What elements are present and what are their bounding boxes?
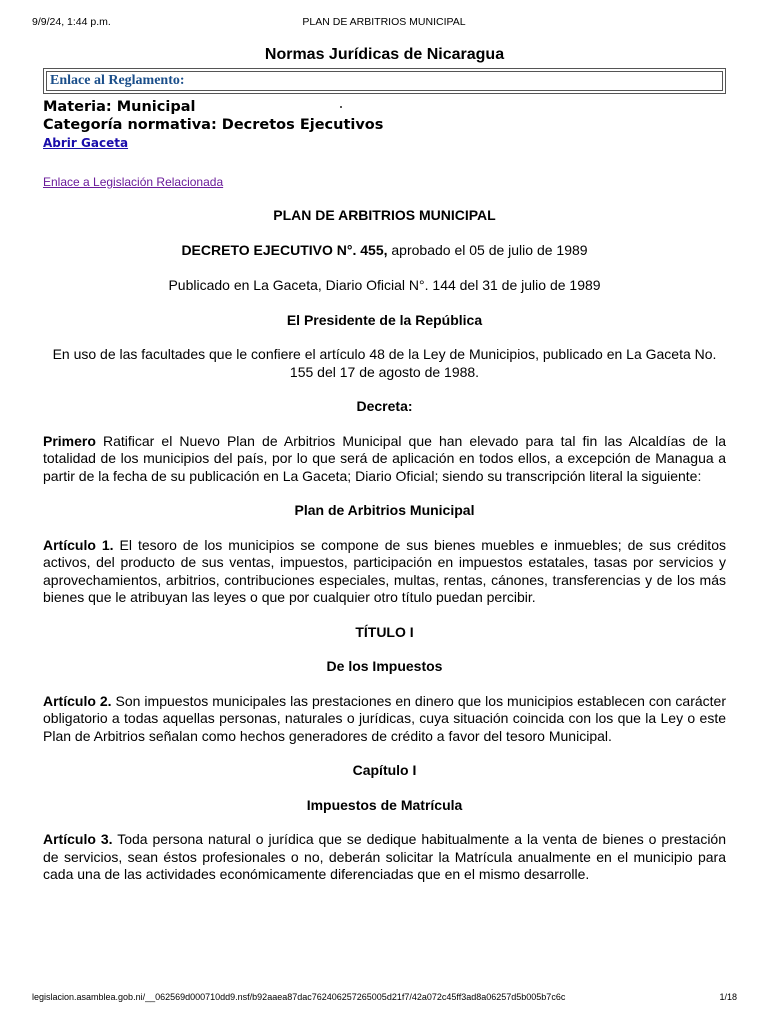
president-heading: El Presidente de la República [286,311,483,328]
titulo-1-name: De los Impuestos [326,658,443,674]
decree-approval: aprobado el 05 de julio de 1989 [387,241,588,258]
article-1-label: Artículo 1. [43,536,114,553]
print-footer [0,992,768,1006]
article-3-text: Toda persona natural o jurídica que se dedique habitualmente a la venta de bienes o prestación de servicios, sean éstos profesionales o no, deberán solicitar la Matrícula anualmente en el municipio para cada una de las actividades económicamente diferenciadas que en el mismo desarrolle. [43,831,726,882]
decreta-heading: Decreta: [356,398,413,414]
reglamento-link[interactable]: Enlace al Reglamento: [46,71,723,91]
preamble: En uso de las facultades que le confiere el artículo 48 de la Ley de Municipios, publicado en La Gaceta No. 155 del 17 de agosto de 1988. [52,346,717,380]
print-datetime: 9/9/24, 1:44 p.m. [32,16,111,28]
capitulo-1-heading: Capítulo I [352,762,417,778]
primero-text: Ratificar el Nuevo Plan de Arbitrios Municipal que han elevado para tal fin las Alcaldías de la totalidad de los municipios del país, por lo que será de aplicación en todos ellos, a excepción de Managua a partir de la fecha de su publicación en La Gaceta; Diario Oficial; siendo su transcripción literal la siguiente: [43,432,726,484]
abrir-gaceta-link[interactable]: Abrir Gaceta [43,136,129,150]
capitulo-1-name: Impuestos de Matrícula [306,796,463,813]
reglamento-box [43,68,726,94]
publication-line: Publicado en La Gaceta, Diario Oficial N°. 144 del 31 de julio de 1989 [168,277,601,293]
article-3-label: Artículo 3. [43,831,113,847]
categoria-normativa: Categoría normativa: Decretos Ejecutivos [43,117,384,133]
page-number: 1/18 [719,992,737,1002]
article-1 [43,537,726,607]
primero-paragraph [43,433,726,486]
article-1-text: El tesoro de los municipios se compone de sus bienes muebles e inmuebles; de sus créditos activos, del producto de sus ventas, impuestos, participación en impuestos estatales, tasas por servicios y aprovechamientos, arbitrios, contribuciones especiales, multas, rentas, cánones, transferencias y de los más bienes que le atribuyan las leyes o que por cualquier otro título puedan percibir. [43,536,726,605]
titulo-1-heading: TÍTULO I [355,623,414,640]
related-legislation-link[interactable]: Enlace a Legislación Relacionada [43,175,224,189]
footer-url: legislacion.asamblea.gob.ni/__062569d000710dd9.nsf/b92aaea87dac762406257265005d21f7/42a072c45ff3ad8a06257d5b005b7c6c [32,992,566,1002]
print-title: PLAN DE ARBITRIOS MUNICIPAL [302,16,466,28]
print-header [0,16,768,32]
decree-line [43,242,726,260]
materia: Materia: Municipal [43,99,196,115]
primero-label: Primero [43,432,96,449]
decree-number: DECRETO EJECUTIVO N°. 455, [181,241,388,258]
plan-heading: Plan de Arbitrios Municipal [294,502,475,518]
article-2-label: Artículo 2. [43,692,112,709]
document-content [43,44,726,884]
site-title: Normas Jurídicas de Nicaragua [264,46,505,63]
document-title: PLAN DE ARBITRIOS MUNICIPAL [273,207,496,223]
article-2 [43,693,726,746]
article-3 [43,831,726,884]
article-2-text: Son impuestos municipales las prestaciones en dinero que los municipios establecen con carácter obligatorio a todas aquellas personas, naturales o jurídicas, cuya situación coincida con los que la Ley o este Plan de Arbitrios señalan como hechos generadores de crédito a favor del tesoro Municipal. [43,692,726,744]
